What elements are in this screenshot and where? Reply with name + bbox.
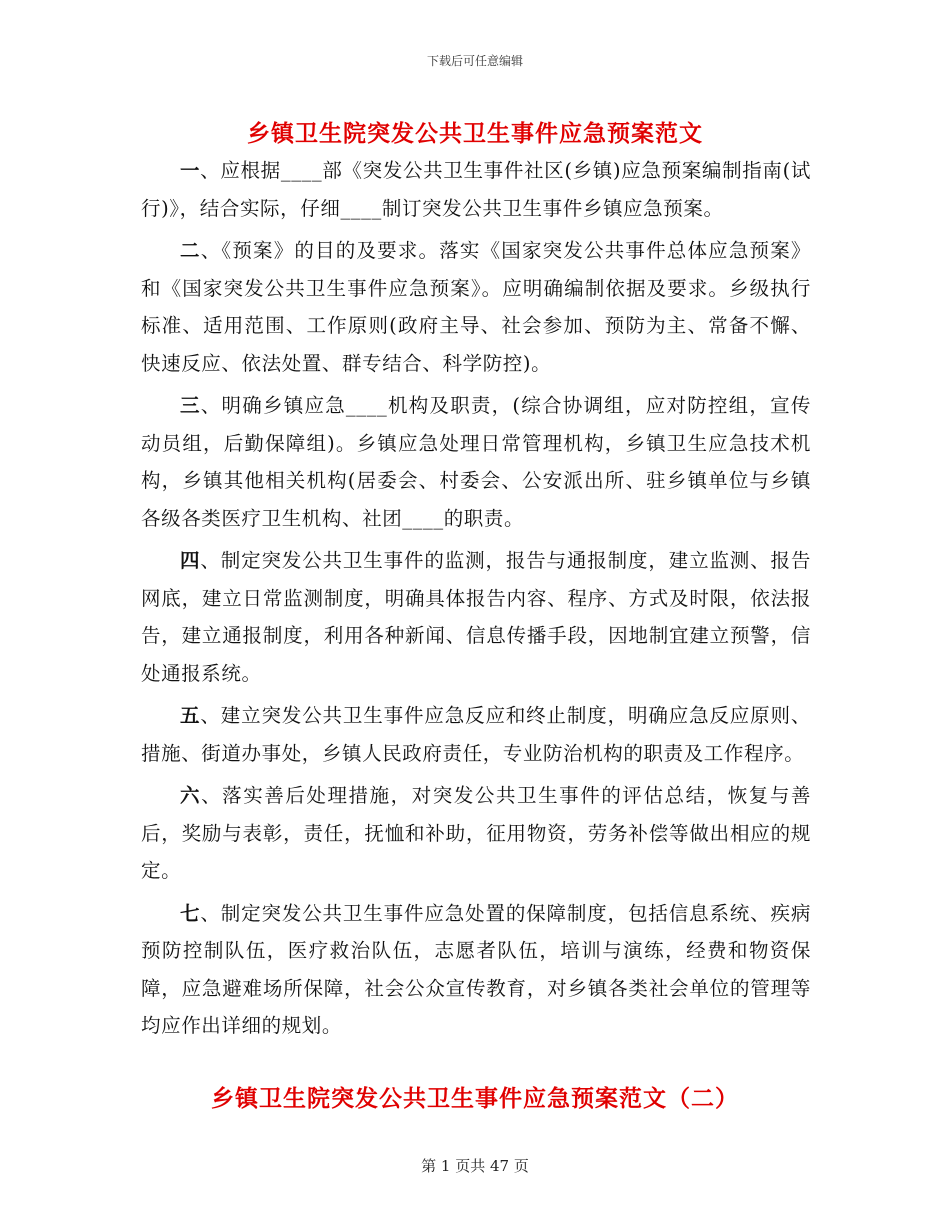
paragraph-text: 、《预案》的目的及要求。落实《国家突发公共事件总体应急预案》和《国家突发公共卫生事件应急预案》。应明确编制依据及要求。乡级执行标准、适用范围、工作原则(政府主导、社会参加、预防为主、常备不懈、快速反应、依法处置、群专结合、科学防控)。 (141, 239, 811, 375)
paragraph-7 (141, 895, 811, 1045)
paragraph-number: 三 (180, 394, 201, 417)
paragraph-number: 五 (180, 704, 201, 727)
paragraph-number: 四 (180, 549, 201, 572)
document-body (141, 152, 811, 1050)
second-title: 乡镇卫生院突发公共卫生事件应急预案范文（二） (211, 1085, 739, 1112)
paragraph-text: 、落实善后处理措施，对突发公共卫生事件的评估总结，恢复与善后，奖励与表彰，责任，抚恤和补助，征用物资，劳务补偿等做出相应的规定。 (141, 784, 811, 882)
paragraph-number: 七 (180, 901, 201, 925)
paragraph-5 (141, 697, 811, 772)
paragraph-4 (141, 542, 811, 692)
paragraph-number: 六 (180, 784, 202, 807)
page-number: 第 1 页共 47 页 (421, 1157, 529, 1175)
document-title: 乡镇卫生院突发公共卫生事件应急预案范文 (247, 120, 703, 147)
paragraph-3 (141, 387, 811, 537)
paragraph-text: 、建立突发公共卫生事件应急反应和终止制度，明确应急反应原则、措施、街道办事处，乡镇人民政府责任，专业防治机构的职责及工作程序。 (141, 704, 811, 765)
paragraph-number: 一 (180, 159, 201, 182)
header-note: 下载后可任意编辑 (426, 54, 523, 68)
paragraph-6 (141, 777, 811, 890)
paragraph-number: 二 (180, 239, 201, 262)
paragraph-text: 、应根据____部《突发公共卫生事件社区(乡镇)应急预案编制指南(试行)》，结合实际，仔细____制订突发公共卫生事件乡镇应急预案。 (141, 159, 811, 220)
paragraph-text: 、明确乡镇应急____机构及职责，(综合协调组，应对防控组，宣传动员组，后勤保障组)。乡镇应急处理日常管理机构，乡镇卫生应急技术机构，乡镇其他相关机构(居委会、村委会、公安派出所、驻乡镇单位与乡镇各级各类医疗卫生机构、社团____的职责。 (141, 394, 811, 530)
paragraph-1 (141, 152, 811, 227)
paragraph-text: 、制定突发公共卫生事件应急处置的保障制度，包括信息系统、疾病预防控制队伍，医疗救治队伍，志愿者队伍，培训与演练，经费和物资保障，应急避难场所保障，社会公众宣传教育，对乡镇各类社会单位的管理等均应作出详细的规划。 (141, 901, 811, 1037)
paragraph-2 (141, 232, 811, 382)
paragraph-text: 、制定突发公共卫生事件的监测，报告与通报制度，建立监测、报告网底，建立日常监测制度，明确具体报告内容、程序、方式及时限，依法报告，建立通报制度，利用各种新闻、信息传播手段，因地制宜建立预警，信处通报系统。 (141, 549, 811, 685)
